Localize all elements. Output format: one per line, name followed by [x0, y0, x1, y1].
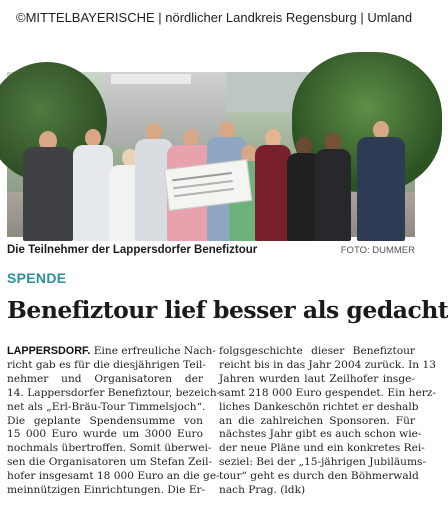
article-kicker: SPENDE — [7, 270, 67, 286]
photo-person — [357, 121, 405, 241]
article-line: 15 000 Euro wurde um 3000 Euro — [7, 428, 203, 441]
article-line: LAPPERSDORF. Eine erfreuliche Nach- — [7, 345, 216, 357]
article-line: richt gab es für die diesjährigen Teil- — [7, 358, 206, 371]
article-column-right — [219, 345, 436, 498]
article-line: folgsgeschichte dieser Benefiztour — [219, 345, 415, 357]
article-line: an die zahlreichen Sponsoren. Für — [219, 414, 415, 427]
article-line: meinnützigen Einrichtungen. Die Er- — [7, 484, 206, 497]
photo-person — [255, 129, 291, 241]
article-headline: Benefiztour lief besser als gedacht — [7, 296, 448, 324]
article-column-left — [7, 345, 221, 498]
article-line: liches Dankeschön richtet er deshalb — [219, 400, 419, 413]
article-line: Jahren wurden laut Zeilhofer insge- — [219, 372, 415, 385]
source-header: ©MITTELBAYERISCHE | nördlicher Landkreis Regensburg | Umland — [16, 10, 413, 25]
article-line: sen die Organisatoren um Stefan Zeil- — [7, 456, 213, 469]
article-line: samt 218 000 Euro gespendet. Ein herz- — [219, 386, 436, 399]
article-line: der neue Pläne und ein konkretes Rei- — [219, 442, 425, 455]
article-line: seziel: Bei der „15-jährigen Jubiläums- — [219, 456, 427, 469]
article-line: nochmals übertroffen. Somit überwei- — [7, 442, 212, 455]
article-line: tour“ geht es durch den Böhmerwald — [219, 470, 419, 483]
article-line: 14. Lappersdorfer Benefiztour, bezeich- — [7, 386, 221, 399]
photo-building-sign — [111, 74, 191, 84]
article-line: nach Prag. (ldk) — [219, 484, 306, 497]
photo-person — [23, 131, 73, 241]
article-dateline: LAPPERSDORF. — [7, 345, 91, 357]
photo-person — [73, 129, 113, 241]
article-line: nehmer und Organisatoren der — [7, 372, 203, 385]
article-photo — [7, 72, 415, 237]
article-line: hofer insgesamt 18 000 Euro an die ge- — [7, 470, 220, 483]
photo-caption: Die Teilnehmer der Lappersdorfer Benefiztour — [7, 244, 258, 256]
article-line: nächstes Jahr gibt es auch schon wie- — [219, 428, 422, 441]
article-line: net als „Erl-Bräu-Tour Timmelsjoch“. — [7, 400, 206, 413]
photo-credit: FOTO: DUMMER — [340, 245, 415, 256]
photo-person — [315, 133, 351, 241]
photo-caption-row — [7, 244, 415, 260]
article-line: reicht bis in das Jahr 2004 zurück. In 13 — [219, 358, 436, 371]
article-line: Die geplante Spendensumme von — [7, 414, 203, 427]
